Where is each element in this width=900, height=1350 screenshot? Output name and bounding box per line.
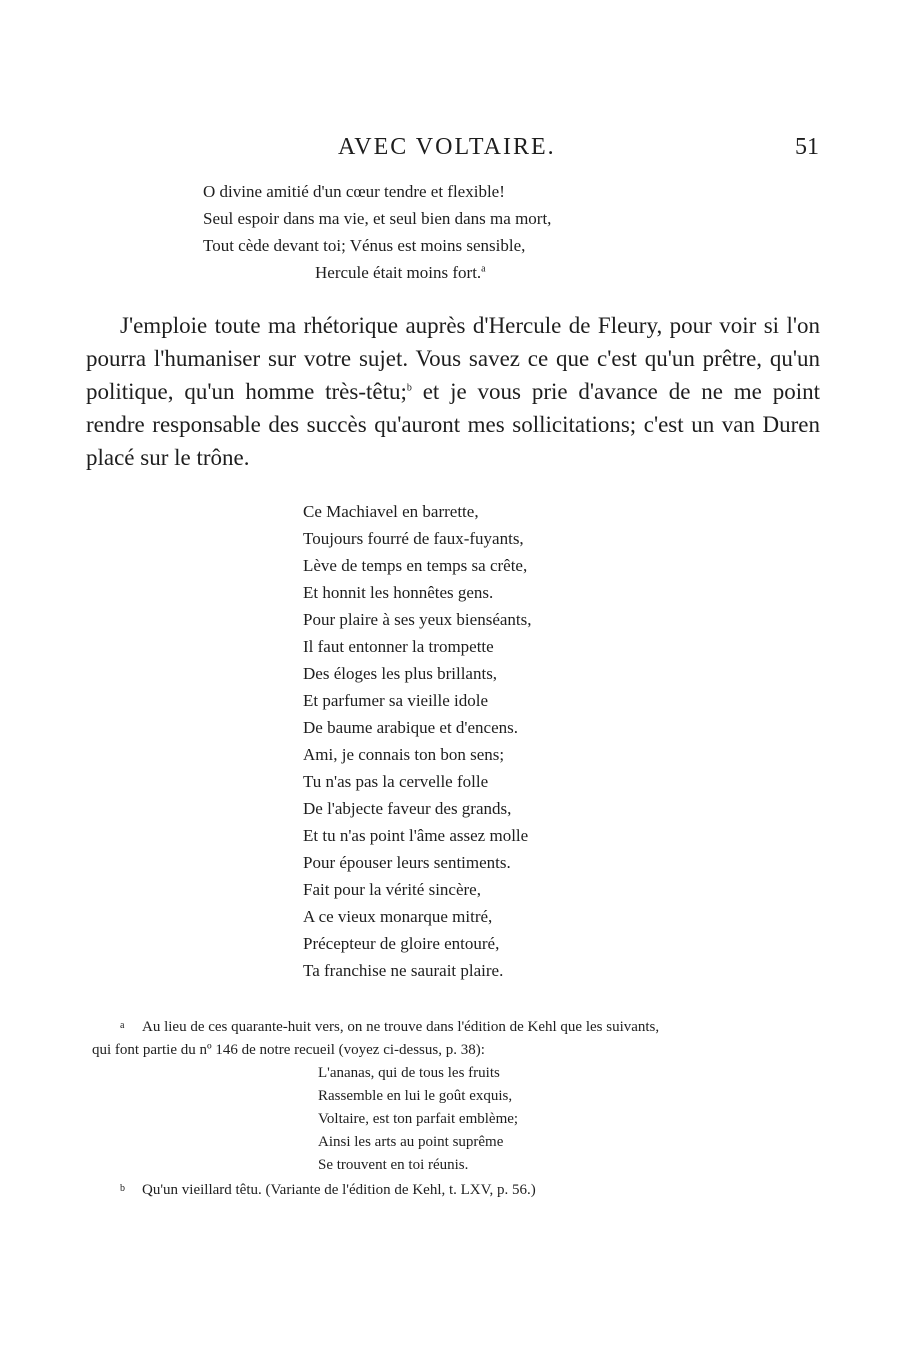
verse-line: Pour plaire à ses yeux bienséants,: [303, 610, 532, 629]
footnote-b: [92, 1177, 834, 1202]
verse-line: Seul espoir dans ma vie, et seul bien dans ma mort,: [203, 209, 552, 228]
prose-paragraph: [86, 309, 820, 474]
verse-top: [203, 178, 551, 286]
verse-line: Ainsi les arts au point suprême: [318, 1134, 504, 1150]
verse-line: Précepteur de gloire entouré,: [303, 934, 500, 953]
running-title: AVEC VOLTAIRE.: [338, 134, 556, 160]
prose-text-continued: et je vous prie d'avance de ne me point rendre responsable des succès qu'auront mes sollicitations; c'est un van Duren placé sur le trône.: [86, 379, 820, 470]
running-head: [0, 134, 900, 164]
verse-line: Lève de temps en temps sa crête,: [303, 556, 528, 575]
footnote-verse: [318, 1062, 834, 1177]
verse-line: Et honnit les honnêtes gens.: [303, 583, 494, 602]
verse-line: Et parfumer sa vieille idole: [303, 691, 489, 710]
verse-line: Et tu n'as point l'âme assez molle: [303, 826, 529, 845]
verse-line: De baume arabique et d'encens.: [303, 718, 518, 737]
page-number: 51: [795, 134, 819, 160]
verse-line: A ce vieux monarque mitré,: [303, 907, 493, 926]
footnote-ref-b: b: [406, 382, 412, 394]
footnote-marker: b: [120, 1183, 125, 1194]
verse-line-text: Hercule était moins fort.: [315, 263, 482, 282]
verse-line: Ta franchise ne saurait plaire.: [303, 961, 504, 980]
verse-line: Rassemble en lui le goût exquis,: [318, 1088, 513, 1104]
verse-line: Toujours fourré de faux-fuyants,: [303, 529, 524, 548]
verse-line: [203, 259, 551, 286]
verse-line: Ami, je connais ton bon sens;: [303, 745, 505, 764]
verse-line: Tout cède devant toi; Vénus est moins sensible,: [203, 236, 526, 255]
verse-line: O divine amitié d'un cœur tendre et flexible!: [203, 182, 505, 201]
verse-line: Des éloges les plus brillants,: [303, 664, 498, 683]
footnote-ref-a: a: [481, 263, 486, 275]
footnote-a: [92, 1014, 834, 1039]
verse-line: L'ananas, qui de tous les fruits: [318, 1065, 500, 1081]
verse-line: Il faut entonner la trompette: [303, 637, 494, 656]
verse-line: Pour épouser leurs sentiments.: [303, 853, 511, 872]
verse-line: Se trouvent en toi réunis.: [318, 1157, 469, 1173]
footnotes: [92, 1014, 834, 1202]
footnote-text: Au lieu de ces quarante-huit vers, on ne trouve dans l'édition de Kehl que les suivants,: [142, 1019, 660, 1035]
verse-middle: [303, 498, 532, 984]
footnote-text: Qu'un vieillard têtu. (Variante de l'édition de Kehl, t. LXV, p. 56.): [142, 1182, 536, 1198]
footnote-marker: a: [120, 1020, 125, 1031]
verse-line: Fait pour la vérité sincère,: [303, 880, 481, 899]
prose-text: J'emploie toute ma rhétorique auprès d'Hercule de Fleury, pour voir si l'on pourra l'humaniser sur votre sujet. Vous savez ce que c'est qu'un prêtre, qu'un politique, qu'un homme très-têtu;: [86, 313, 820, 404]
verse-line: De l'abjecte faveur des grands,: [303, 799, 512, 818]
verse-line: Ce Machiavel en barrette,: [303, 502, 479, 521]
footnote-a-continued: qui font partie du nº 146 de notre recueil (voyez ci-dessus, p. 38):: [92, 1042, 485, 1058]
verse-line: Voltaire, est ton parfait emblème;: [318, 1111, 519, 1127]
verse-line: Tu n'as pas la cervelle folle: [303, 772, 489, 791]
